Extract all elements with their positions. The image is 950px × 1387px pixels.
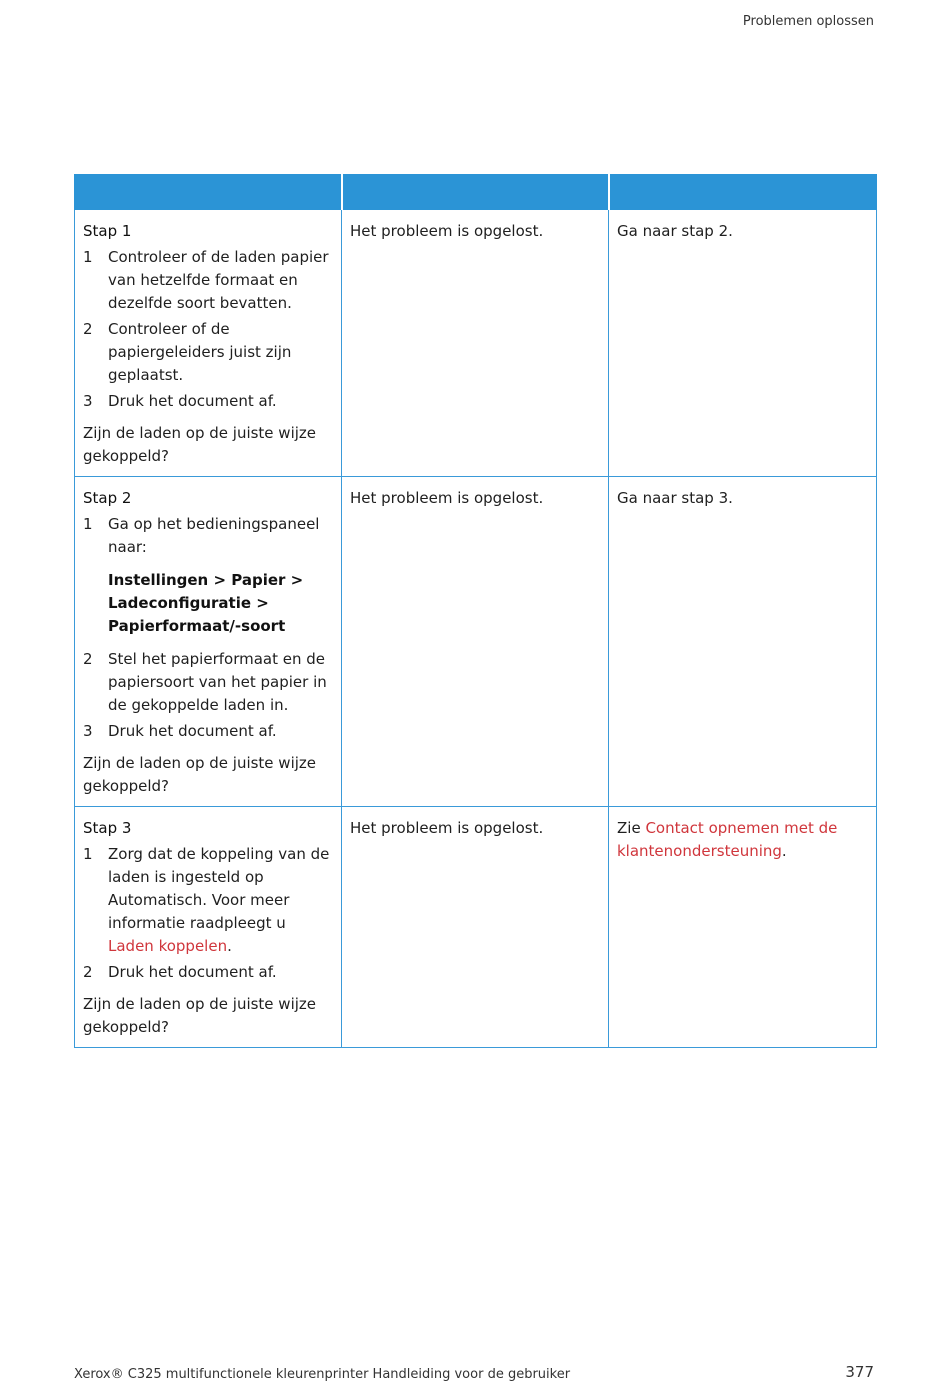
footer-title: Xerox® C325 multifunctionele kleurenprinter Handleiding voor de gebruiker [74, 1367, 571, 1382]
action-cell [75, 477, 342, 807]
no-cell: Ga naar stap 2. [609, 210, 877, 477]
no-text-suffix: . [781, 842, 787, 860]
running-header: Problemen oplossen [742, 14, 874, 29]
list-item [83, 390, 333, 413]
no-text-prefix: Zie [617, 819, 646, 837]
menu-path: Instellingen > Papier > Ladeconfiguratie > Papierformaat/-soort [108, 571, 304, 635]
step-list [83, 246, 333, 413]
list-item [83, 720, 333, 743]
table-header-row [75, 175, 877, 210]
yes-cell: Het probleem is opgelost. [342, 807, 609, 1048]
action-cell [75, 807, 342, 1048]
step-list [83, 843, 333, 984]
list-text: Druk het document af. [108, 963, 277, 981]
question-text: Zijn de laden op de juiste wijze gekoppeld? [83, 424, 317, 465]
no-cell: Ga naar stap 3. [609, 477, 877, 807]
step-title: Stap 1 [83, 222, 132, 240]
column-header-yes [342, 175, 609, 210]
troubleshooting-table [74, 174, 877, 1048]
list-text: Druk het document af. [108, 722, 277, 740]
step-list [83, 648, 333, 743]
list-text: Zorg dat de koppeling van de laden is ingesteld op Automatisch. Voor meer informatie raadpleegt u [108, 845, 330, 932]
list-number: 2 [83, 650, 93, 668]
question-text: Zijn de laden op de juiste wijze gekoppeld? [83, 995, 317, 1036]
question-text: Zijn de laden op de juiste wijze gekoppeld? [83, 754, 317, 795]
table-row-step-3 [75, 807, 877, 1048]
list-text: Controleer of de laden papier van hetzelfde formaat en dezelfde soort bevatten. [108, 248, 329, 312]
step-title: Stap 3 [83, 819, 132, 837]
table-row-step-2 [75, 477, 877, 807]
list-text-suffix: . [227, 937, 232, 955]
yes-cell: Het probleem is opgelost. [342, 210, 609, 477]
list-body [108, 843, 333, 958]
list-number: 1 [83, 248, 93, 266]
column-header-action [75, 175, 342, 210]
step-title: Stap 2 [83, 489, 132, 507]
list-text: Druk het document af. [108, 392, 277, 410]
list-item [83, 843, 333, 958]
list-number: 1 [83, 515, 93, 533]
list-item [83, 513, 333, 559]
contact-support-link[interactable]: Contact opnemen met de klantenondersteuning [617, 819, 838, 860]
list-item [83, 318, 333, 387]
list-text: Stel het papierformaat en de papiersoort van het papier in de gekoppelde laden in. [108, 650, 327, 714]
list-item [83, 648, 333, 717]
list-text: Ga op het bedieningspaneel naar: [108, 515, 320, 556]
list-number: 1 [83, 845, 93, 863]
column-header-no [609, 175, 877, 210]
list-number: 2 [83, 963, 93, 981]
step-list [83, 513, 333, 559]
list-number: 3 [83, 722, 93, 740]
list-item [83, 246, 333, 315]
laden-koppelen-link[interactable]: Laden koppelen [108, 937, 228, 955]
table-row-step-1 [75, 210, 877, 477]
list-item [83, 961, 333, 984]
list-text: Controleer of de papiergeleiders juist zijn geplaatst. [108, 320, 292, 384]
list-number: 2 [83, 320, 93, 338]
yes-cell: Het probleem is opgelost. [342, 477, 609, 807]
no-cell [609, 807, 877, 1048]
list-number: 3 [83, 392, 93, 410]
page-number: 377 [845, 1363, 874, 1381]
action-cell [75, 210, 342, 477]
